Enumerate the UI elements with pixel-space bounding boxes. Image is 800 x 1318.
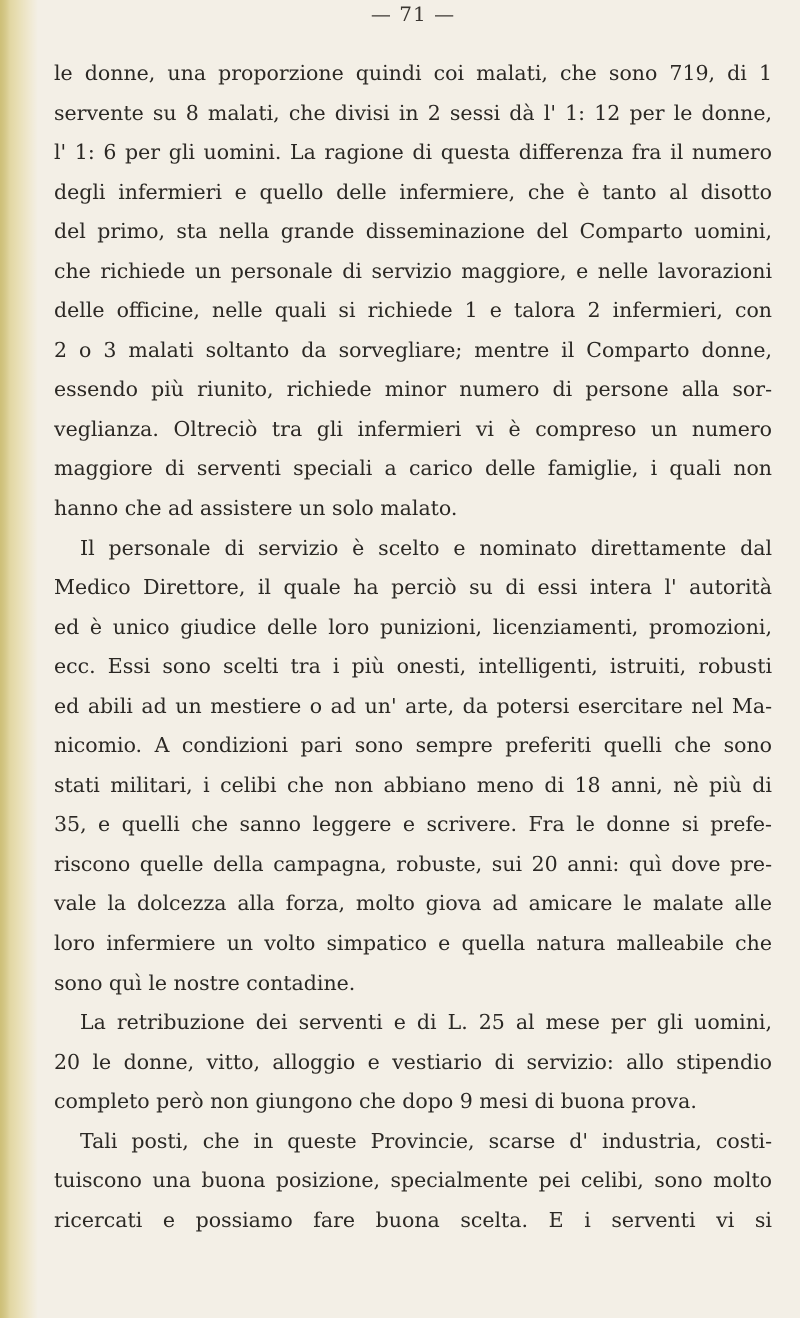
page-body-text <box>54 54 772 1240</box>
text-line: tuiscono una buona posizione, specialmente pei celibi, sono molto <box>54 1168 772 1193</box>
text-line: La retribuzione dei serventi e di L. 25 al mese per gli uomini, <box>80 1010 772 1035</box>
text-line: ed abili ad un mestiere o ad un' arte, da potersi esercitare nel Ma- <box>54 693 772 718</box>
text-line: che richiede un personale di servizio maggiore, e nelle lavorazioni <box>54 258 772 283</box>
text-line: maggiore di serventi speciali a carico delle famiglie, i quali non <box>54 456 772 481</box>
page-number: — 71 — <box>370 2 456 26</box>
text-line: loro infermiere un volto simpatico e quella natura malleabile che <box>54 931 772 956</box>
text-line: 35, e quelli che sanno leggere e scrivere. Fra le donne si prefe- <box>54 812 772 837</box>
text-line: l' 1: 6 per gli uomini. La ragione di questa differenza fra il numero <box>54 140 772 165</box>
text-line: nicomio. A condizioni pari sono sempre preferiti quelli che sono <box>54 733 772 758</box>
text-line: degli infermieri e quello delle infermiere, che è tanto al disotto <box>54 179 772 204</box>
text-line: delle officine, nelle quali si richiede 1 e talora 2 infermieri, con <box>54 298 772 323</box>
text-line: servente su 8 malati, che divisi in 2 sessi dà l' 1: 12 per le donne, <box>54 100 772 125</box>
book-page <box>54 0 772 1318</box>
text-line: Medico Direttore, il quale ha perciò su di essi intera l' autorità <box>54 575 772 600</box>
text-line: essendo più riunito, richiede minor numero di persone alla sor- <box>54 377 772 402</box>
text-line: Tali posti, che in queste Provincie, scarse d' industria, costi- <box>80 1128 772 1153</box>
text-line: stati militari, i celibi che non abbiano meno di 18 anni, nè più di <box>54 772 772 797</box>
text-line: 2 o 3 malati soltanto da sorvegliare; mentre il Comparto donne, <box>54 337 772 362</box>
text-line: Il personale di servizio è scelto e nominato direttamente dal <box>80 535 772 560</box>
text-line: vale la dolcezza alla forza, molto giova ad amicare le malate alle <box>54 891 772 916</box>
text-line: ecc. Essi sono scelti tra i più onesti, intelligenti, istruiti, robusti <box>54 654 772 679</box>
text-line: ed è unico giudice delle loro punizioni, licenziamenti, promozioni, <box>54 614 772 639</box>
spine-shadow <box>0 0 10 1318</box>
text-line: le donne, una proporzione quindi coi malati, che sono 719, di 1 <box>54 61 772 85</box>
text-line: sono quì le nostre contadine. <box>54 970 356 995</box>
text-line: completo però non giungono che dopo 9 mesi di buona prova. <box>54 1089 697 1114</box>
text-line: hanno che ad assistere un solo malato. <box>54 496 458 521</box>
text-line: 20 le donne, vitto, alloggio e vestiario di servizio: allo stipendio <box>54 1049 772 1074</box>
text-line: ricercati e possiamo fare buona scelta. E i serventi vi si <box>54 1207 772 1232</box>
text-line: del primo, sta nella grande disseminazione del Comparto uomini, <box>54 219 772 244</box>
text-line: riscono quelle della campagna, robuste, sui 20 anni: quì dove pre- <box>54 851 772 876</box>
text-line: veglianza. Oltreciò tra gli infermieri vi è compreso un numero <box>54 416 772 441</box>
